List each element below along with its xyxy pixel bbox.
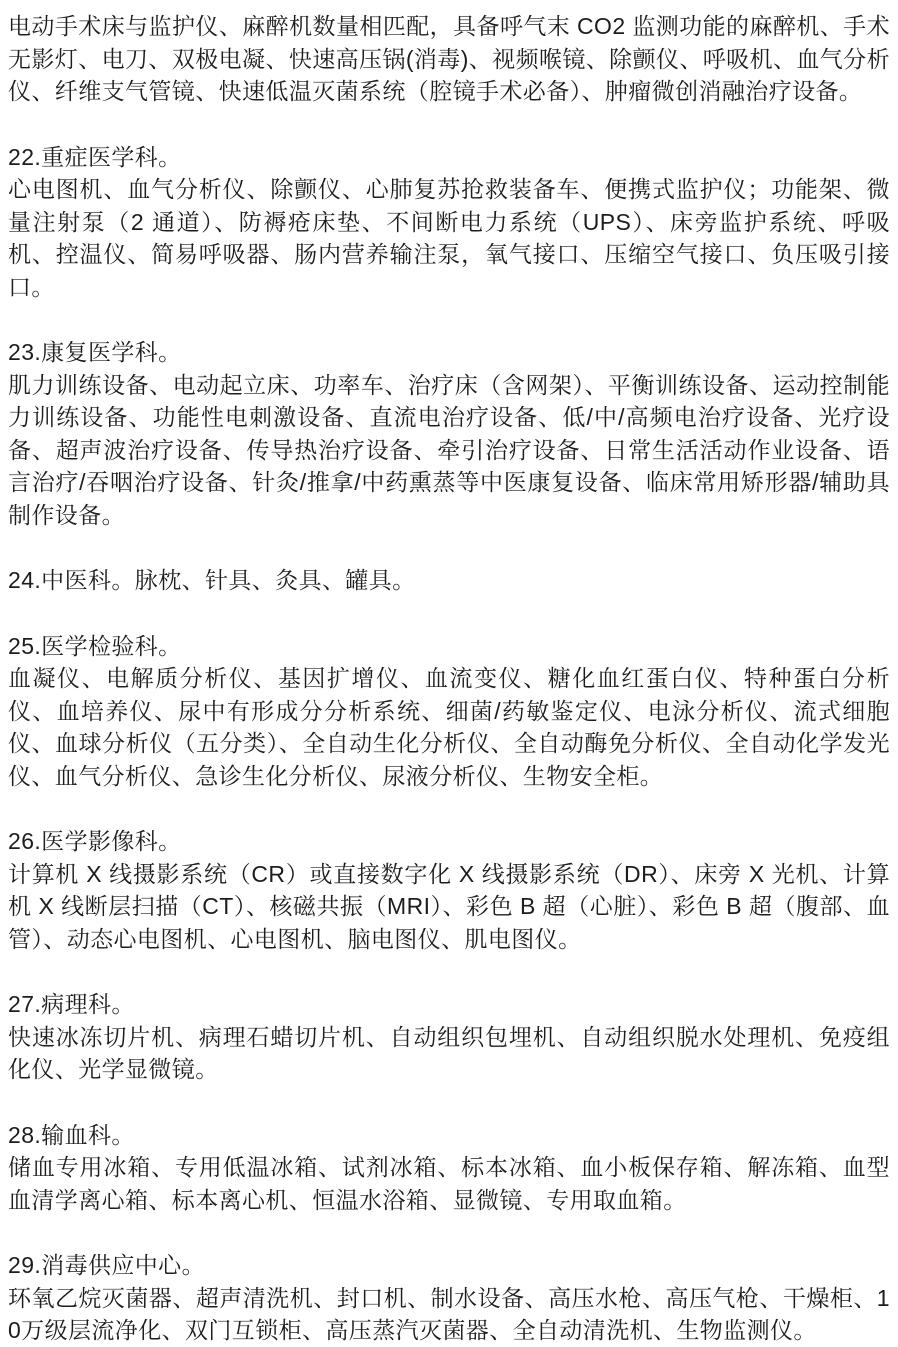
section-29-sterilization-supply-center: [8, 1249, 890, 1347]
section-27-pathology: [8, 988, 890, 1086]
section-23-body: 肌力训练设备、电动起立床、功率车、治疗床（含网架）、平衡训练设备、运动控制能力训练设备、功能性电刺激设备、直流电治疗设备、低/中/高频电治疗设备、光疗设备、超声波治疗设备、传导热治疗设备、牵引治疗设备、日常生活活动作业设备、语言治疗/吞咽治疗设备、针灸/推拿/中药熏蒸等中医康复设备、临床常用矫形器/辅助具制作设备。: [8, 371, 890, 528]
section-28-heading: 28.输血科。: [8, 1121, 135, 1148]
section-27-body: 快速冰冻切片机、病理石蜡切片机、自动组织包埋机、自动组织脱水处理机、免疫组化仪、光学显微镜。: [8, 1023, 890, 1082]
intro-paragraph: 电动手术床与监护仪、麻醉机数量相匹配，具备呼气末 CO2 监测功能的麻醉机、手术无影灯、电刀、双极电凝、快速高压锅(消毒)、视频喉镜、除颤仪、呼吸机、血气分析仪、纤维支气管镜、快速低温灭菌系统（腔镜手术必备）、肿瘤微创消融治疗设备。: [8, 13, 890, 104]
section-25-laboratory: [8, 630, 890, 793]
section-24-heading: 24.中医科。脉枕、针具、灸具、罐具。: [8, 567, 416, 593]
section-23-rehabilitation: [8, 336, 890, 531]
section-29-body: 环氧乙烷灭菌器、超声清洗机、封口机、制水设备、高压水枪、高压气枪、干燥柜、10万级层流净化、双门互锁柜、高压蒸汽灭菌器、全自动清洗机、生物监测仪。: [8, 1284, 890, 1343]
intro-section: [8, 10, 890, 108]
section-29-heading: 29.消毒供应中心。: [8, 1252, 205, 1278]
section-22-body: 心电图机、血气分析仪、除颤仪、心肺复苏抢救装备车、便携式监护仪；功能架、微量注射泵（2 通道）、防褥疮床垫、不间断电力系统（UPS）、床旁监护系统、呼吸机、控温仪、简易呼吸器、肠内营养输注泵，氧气接口、压缩空气接口、负压吸引接口。: [8, 176, 890, 300]
section-26-heading: 26.医学影像科。: [8, 828, 182, 854]
section-25-heading: 25.医学检验科。: [8, 632, 182, 659]
section-22-critical-care: [8, 141, 890, 304]
section-25-body: 血凝仪、电解质分析仪、基因扩增仪、血流变仪、糖化血红蛋白仪、特种蛋白分析仪、血培养仪、尿中有形成分分析系统、细菌/药敏鉴定仪、电泳分析仪、流式细胞仪、血球分析仪（五分类）、全自动生化分析仪、全自动酶免分析仪、全自动化学发光仪、血气分析仪、急诊生化分析仪、尿液分析仪、生物安全柜。: [8, 665, 890, 789]
section-28-body: 储血专用冰箱、专用低温冰箱、试剂冰箱、标本冰箱、血小板保存箱、解冻箱、血型血清学离心箱、标本离心机、恒温水浴箱、显微镜、专用取血箱。: [8, 1154, 890, 1213]
section-26-medical-imaging: [8, 825, 890, 955]
section-28-blood-transfusion: [8, 1119, 890, 1217]
section-24-tcm: [8, 564, 890, 597]
section-22-heading: 22.重症医学科。: [8, 143, 182, 170]
section-23-heading: 23.康复医学科。: [8, 339, 182, 365]
section-27-heading: 27.病理科。: [8, 991, 135, 1017]
section-26-body: 计算机 X 线摄影系统（CR）或直接数字化 X 线摄影系统（DR）、床旁 X 光机、计算机 X 线断层扫描（CT）、核磁共振（MRI）、彩色 B 超（心脏）、彩色 B 超（腹部、血管）、动态心电图机、心电图机、脑电图仪、肌电图仪。: [8, 860, 890, 952]
